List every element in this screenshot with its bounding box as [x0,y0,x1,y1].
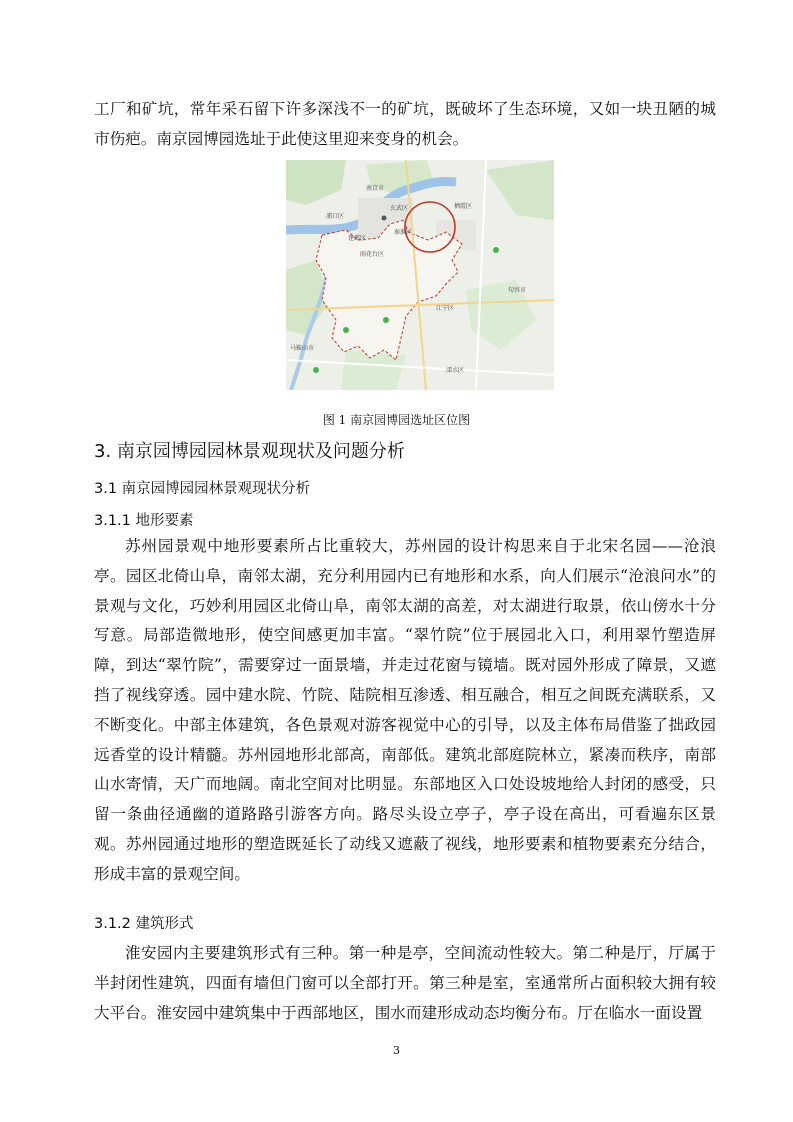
body-paragraph: 苏州园景观中地形要素所占比重较大，苏州园的设计构思来自于北宋名园——沧浪亭。园区北倚山阜，南邻太湖，充分利用园内已有地形和水系，向人们展示“沧浪问水”的景观与文化，巧妙利用园区北倚山阜，南邻太湖的高差，对太湖进行取景，依山傍水十分写意。局部造微地形，使空间感更加丰富。“翠竹院”位于展园北入口，利用翠竹塑造屏障，到达“翠竹院”，需要穿过一面景墙，并走过花窗与镜墙。既对园外形成了障景，又遮挡了视线穿透。园中建水院、竹院、陆院相互渗透、相互融合，相互之间既充满联系，又不断变化。中部主体建筑，各色景观对游客视觉中心的引导，以及主体布局借鉴了拙政园远香堂的设计精髓。苏州园地形北部高，南部低。建筑北部庭院林立，紧凑而秩序，南部山水寄情，天广而地阔。南北空间对比明显。东部地区入口处设坡地给人封闭的感受，只留一条曲径通幽的道路路引游客方向。路尽头设立亭子，亭子设在高出，可看遍东区景观。苏州园通过地形的塑造既延长了动线又遮蔽了视线，地形要素和植物要素充分结合，形成丰富的景观空间。 [94,537,716,883]
map-label: 秦淮区 [394,229,413,236]
subsubsection-heading: 3.1.2 建筑形式 [94,916,194,932]
map-label: 马鞍山市 [290,345,315,352]
location-map-figure [286,160,554,390]
section-heading: 3. 南京园博园园林景观现状及问题分析 [94,441,405,462]
poi-marker [313,367,319,373]
map-label: 栖霞区 [454,203,473,210]
page-number: 3 [393,1044,400,1057]
body-paragraph: 淮安园内主要建筑形式有三种。第一种是亭，空间流动性较大。第二种是厅，厅属于半封闭性建筑，四面有墙但门窗可以全部打开。第三种是室，室通常所占面积较大拥有较大平台。淮安园中建筑集中于西部地区，围水而建形成动态均衡分布。厅在临水一面设置 [94,944,716,1022]
poi-marker [343,327,349,333]
map-label: 溧水区 [446,367,465,374]
figure-caption: 图 1 南京园博园选址区位图 [322,413,471,427]
map-label: 南京市 [366,185,385,192]
poi-marker [383,317,389,323]
city-dot [382,216,387,221]
subsubsection-heading: 3.1.1 地形要素 [94,513,194,529]
subsection-heading: 3.1 南京园博园园林景观现状分析 [94,481,311,497]
location-map [286,160,554,390]
map-label: 浦口区 [326,213,345,220]
poi-marker [493,247,499,253]
map-label: 玄武区 [390,205,409,212]
map-label: 江宁区 [436,305,455,312]
map-label: 雨花台区 [360,251,385,258]
map-label: 建邺区 [348,235,367,242]
intro-paragraph: 工厂和矿坑，常年采石留下许多深浅不一的矿坑，既破坏了生态环境，又如一块丑陋的城市伤疤。南京园博园选址于此使这里迎来变身的机会。 [94,100,716,148]
map-label: 句容市 [508,287,527,294]
